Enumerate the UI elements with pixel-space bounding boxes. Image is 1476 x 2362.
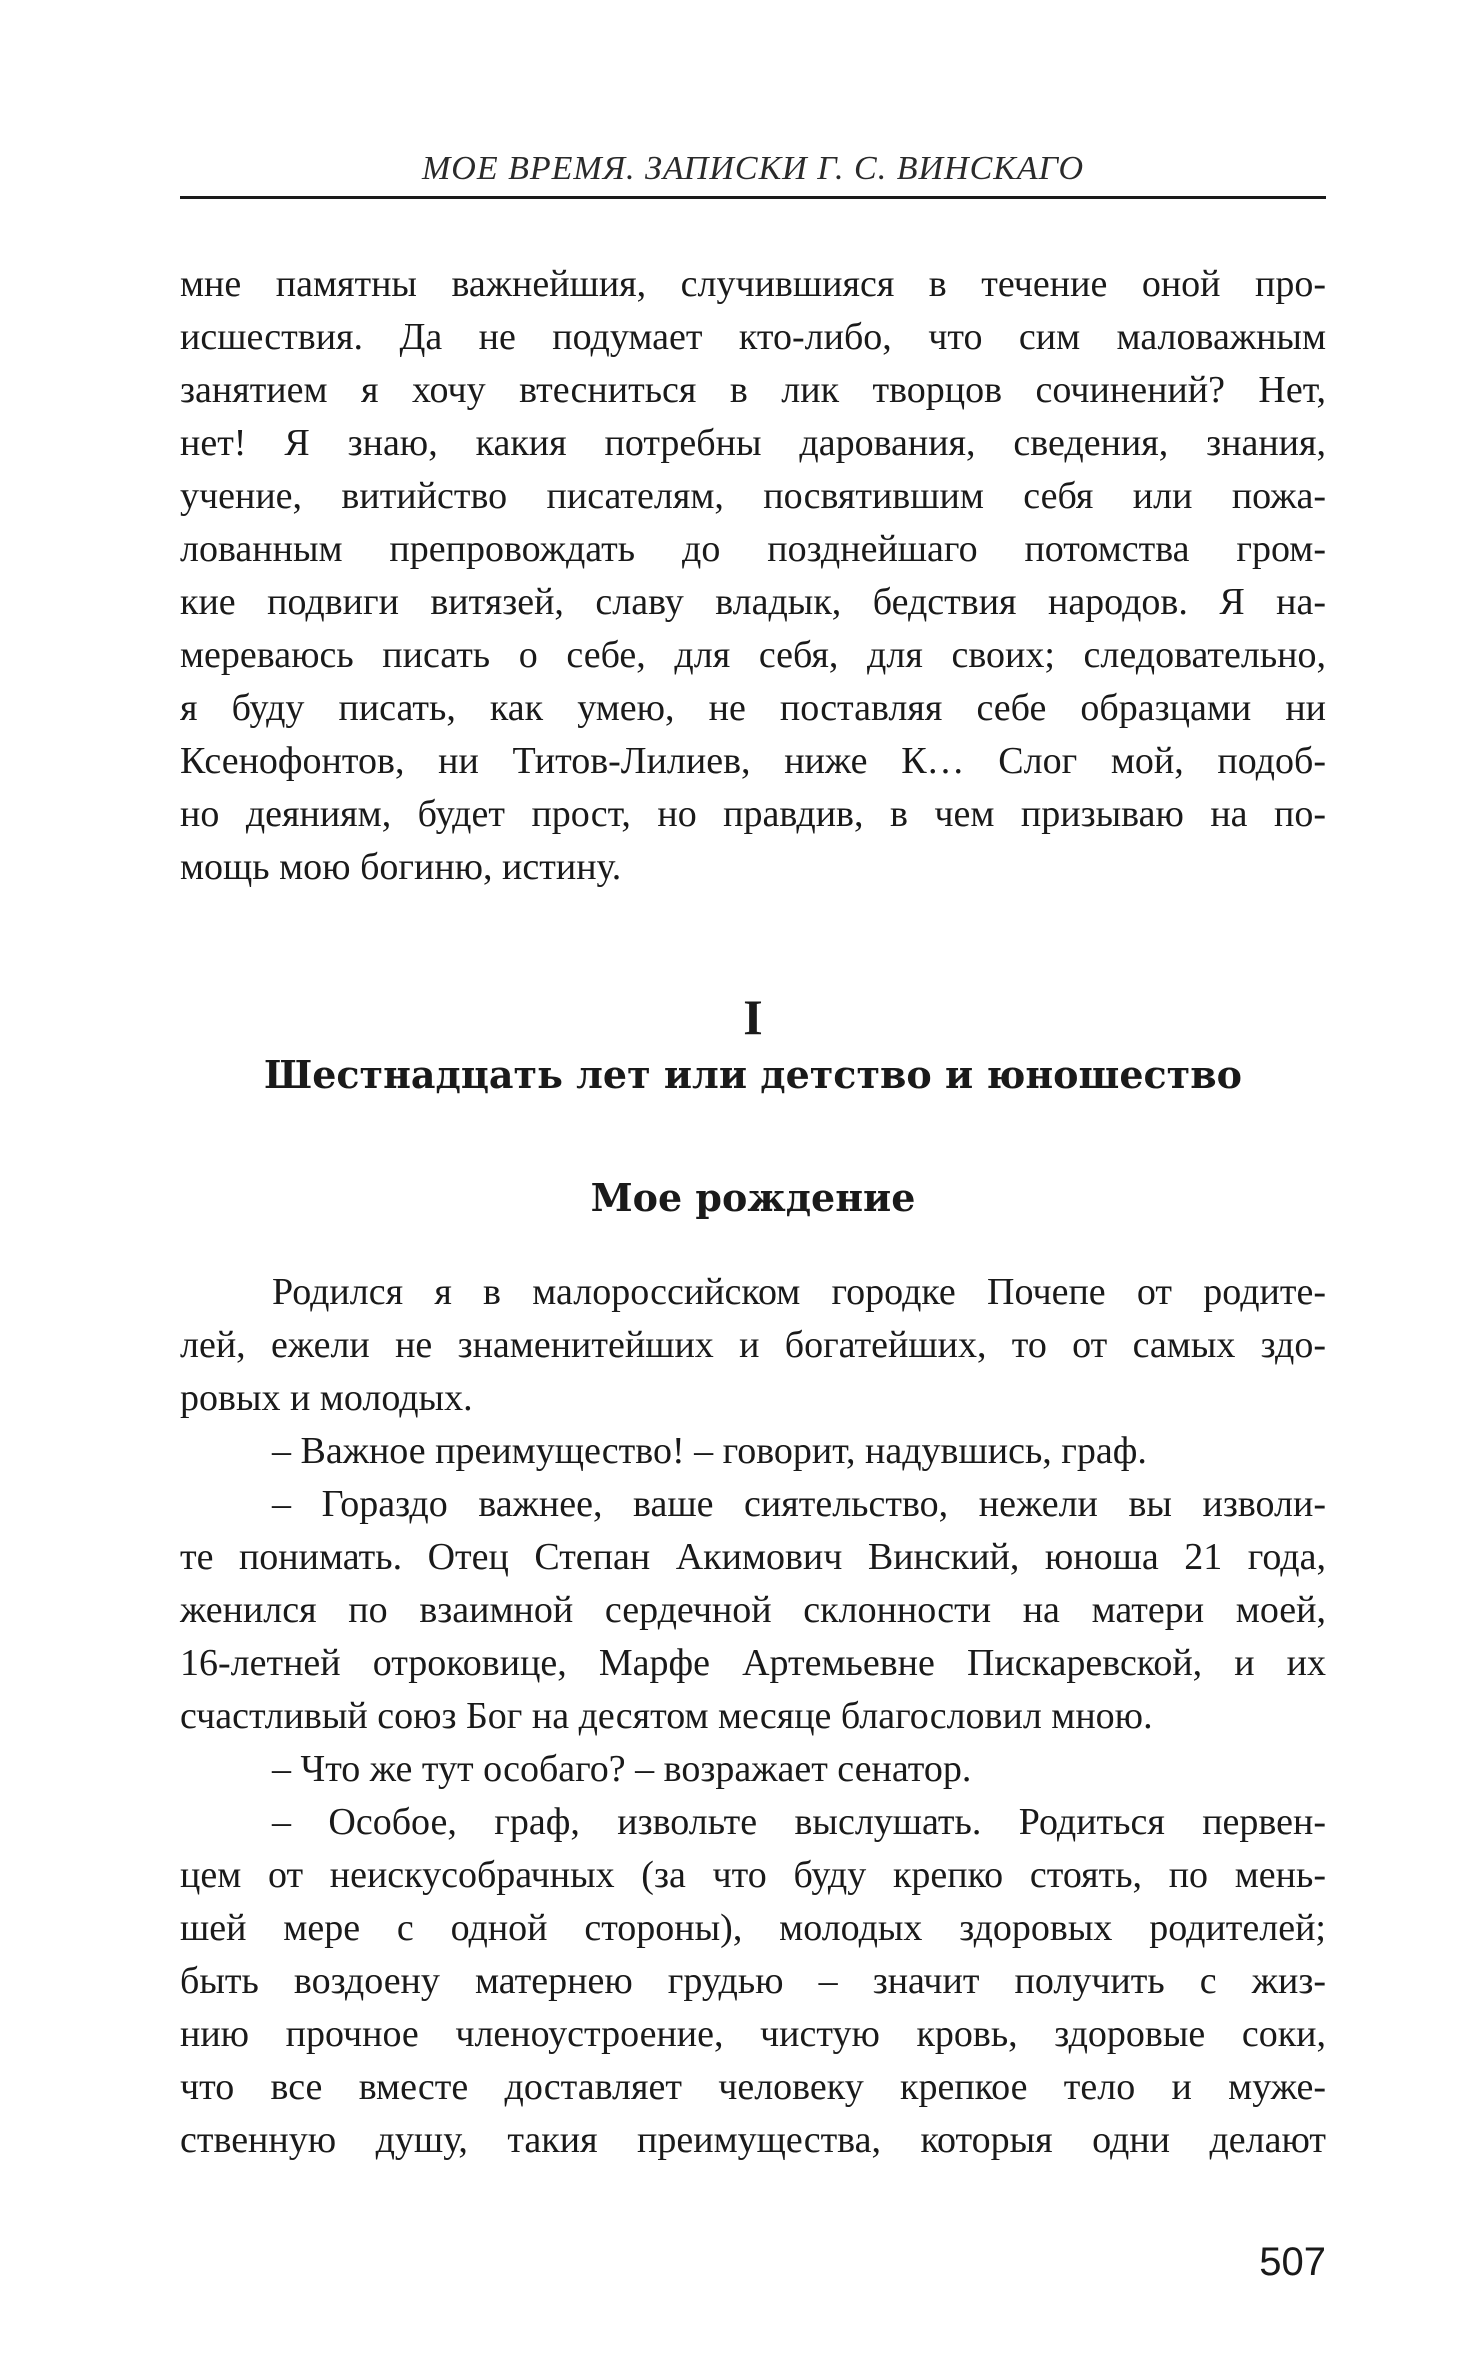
text-line: но деяниям, будет прост, но правдив, в чем призываю на по- [180, 793, 1326, 835]
text-line: шей мере с одной стороны), молодых здоровых родителей; [180, 1907, 1326, 1949]
text-line: ственную душу, такия преимущества, которыя одни делают [180, 2119, 1326, 2161]
text-line: лей, ежели не знаменитейших и богатейших, то от самых здо- [180, 1324, 1326, 1366]
text-line: цем от неискусобрачных (за что буду крепко стоять, по мень- [180, 1854, 1326, 1896]
text-line: – Важное преимущество! – говорит, надувшись, граф. [272, 1430, 1147, 1472]
text-line: учение, витийство писателям, посвятившим себя или пожа- [180, 475, 1326, 517]
text-line: Родился я в малороссийском городке Почепе от родите- [272, 1271, 1326, 1313]
text-line: ровых и молодых. [180, 1377, 473, 1419]
text-line: нет! Я знаю, какия потребны дарования, сведения, знания, [180, 422, 1326, 464]
section-title: Мое рождение [590, 1175, 916, 1220]
intro-paragraph [180, 258, 1326, 894]
text-line: я буду писать, как умею, не поставляя себе образцами ни [180, 687, 1326, 729]
body-text [180, 1266, 1326, 2167]
text-line: мереваюсь писать о себе, для себя, для своих; следовательно, [180, 634, 1326, 676]
chapter-numeral: I [743, 989, 763, 1045]
text-line: занятием я хочу втесниться в лик творцов сочинений? Нет, [180, 369, 1326, 411]
text-line: нию прочное членоустроение, чистую кровь, здоровые соки, [180, 2013, 1326, 2055]
text-line: 16-летней отроковице, Марфе Артемьевне Пискаревской, и их [180, 1642, 1326, 1684]
running-header: МОЕ ВРЕМЯ. ЗАПИСКИ Г. С. ВИНСКАГО [421, 150, 1085, 187]
text-line: – Гораздо важнее, ваше сиятельство, нежели вы изволи- [272, 1483, 1326, 1525]
text-line: мне памятны важнейшия, случившияся в течение оной про- [180, 263, 1326, 305]
text-line: мощь мою богиню, истину. [180, 846, 622, 888]
text-line: лованным препровождать до позднейшаго потомства гром- [180, 528, 1326, 570]
chapter-title: Шестнадцать лет или детство и юношество [264, 1052, 1242, 1097]
text-line: быть воздоену матернею грудью – значит получить с жиз- [180, 1960, 1326, 2002]
text-line: – Что же тут особаго? – возражает сенатор. [272, 1748, 972, 1790]
text-line: что все вместе доставляет человеку крепкое тело и муже- [180, 2066, 1326, 2108]
text-line: те понимать. Отец Степан Акимович Винский, юноша 21 года, [180, 1536, 1326, 1578]
text-line: – Особое, граф, извольте выслушать. Родиться первен- [272, 1801, 1326, 1843]
text-line: женился по взаимной сердечной склонности на матери моей, [180, 1589, 1326, 1631]
text-line: кие подвиги витязей, славу владык, бедствия народов. Я на- [180, 581, 1326, 623]
text-line: Ксенофонтов, ни Титов-Лилиев, ниже К… Слог мой, подоб- [180, 740, 1326, 782]
text-line: счастливый союз Бог на десятом месяце благословил мною. [180, 1695, 1153, 1737]
text-line: исшествия. Да не подумает кто-либо, что сим маловажным [180, 316, 1326, 358]
header-rule [180, 196, 1326, 199]
page-number: 507 [1259, 2240, 1326, 2284]
